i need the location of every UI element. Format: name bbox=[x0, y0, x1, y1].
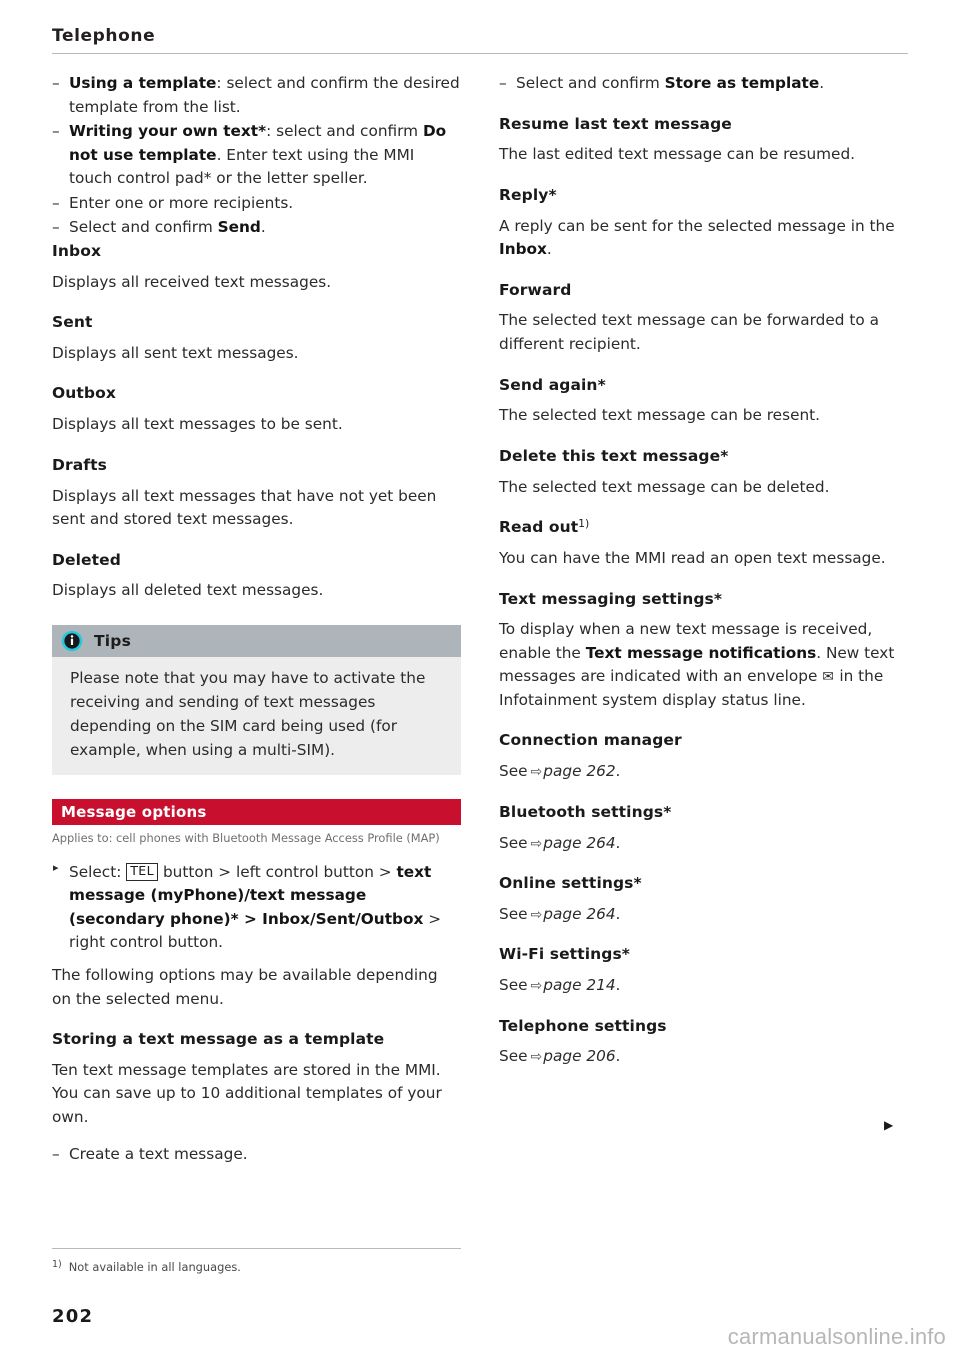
section-heading-inbox: Inbox bbox=[52, 241, 102, 260]
cross-reference-online-settings[interactable] bbox=[499, 903, 908, 927]
reply-text-pre: A reply can be sent for the selected message in the bbox=[499, 216, 895, 235]
step-text-2: . Enter text using the MMI touch control pad* or the letter speller. bbox=[69, 145, 415, 188]
cross-ref-period: . bbox=[615, 976, 621, 995]
tips-callout-header bbox=[52, 625, 461, 657]
see-label: See bbox=[499, 904, 528, 923]
footnote-text: Not available in all languages. bbox=[68, 1260, 241, 1274]
section-heading-read-out bbox=[499, 517, 908, 538]
section-heading-sent: Sent bbox=[52, 313, 93, 332]
step-keyword: Using a template bbox=[69, 74, 217, 92]
right-column bbox=[499, 72, 908, 1168]
section-body-reply bbox=[499, 215, 908, 262]
tips-callout bbox=[52, 625, 461, 775]
section-heading-reply: Reply* bbox=[499, 185, 557, 204]
options-intro: The following options may be available depending on the selected menu. bbox=[52, 965, 438, 1008]
tms-text-post: in the Infotainment system display status line. bbox=[499, 667, 884, 709]
section-body-sent: Displays all sent text messages. bbox=[52, 343, 299, 362]
message-options-title: Message options bbox=[61, 803, 207, 822]
cross-ref-arrow-icon: ⇨ bbox=[530, 1049, 543, 1066]
cross-ref-period: . bbox=[615, 1047, 621, 1066]
section-body-deleted: Displays all deleted text messages. bbox=[52, 581, 324, 600]
section-body-forward: The selected text message can be forwarded to a different recipient. bbox=[499, 311, 879, 354]
tms-text-mid: . New text messages are indicated with an envelope bbox=[499, 643, 895, 686]
footnote-number: 1) bbox=[52, 1259, 62, 1270]
section-heading-outbox: Outbox bbox=[52, 384, 116, 403]
tms-notifications-keyword: Text message notifications bbox=[585, 643, 817, 662]
cross-ref-target[interactable]: page 264 bbox=[543, 833, 616, 852]
cross-reference-bluetooth-settings[interactable] bbox=[499, 832, 908, 856]
dash-marker: – bbox=[499, 74, 507, 92]
message-folders bbox=[52, 241, 461, 603]
list-item bbox=[52, 192, 461, 216]
triangle-bullet-icon: ▸ bbox=[53, 860, 59, 874]
tms-text-pre: To display when a new text message is received, enable the bbox=[499, 620, 873, 662]
step-text: Select and confirm bbox=[516, 74, 665, 92]
path-bold: text message (myPhone)/text message (secondary phone)* > Inbox/Sent/Outbox bbox=[69, 862, 432, 928]
reply-text-post: . bbox=[546, 240, 552, 259]
footnote bbox=[52, 1258, 461, 1276]
page-header bbox=[52, 26, 908, 54]
section-heading-forward: Forward bbox=[499, 280, 572, 299]
cross-ref-arrow-icon: ⇨ bbox=[530, 978, 543, 995]
footnote-ref: 1) bbox=[578, 518, 590, 531]
step-keyword: Store as template bbox=[664, 74, 820, 92]
step-keyword-2: Do not use template bbox=[69, 122, 447, 164]
content-columns bbox=[52, 72, 908, 1168]
page-number: 202 bbox=[52, 1306, 94, 1327]
step-text: Enter one or more recipients. bbox=[69, 193, 294, 212]
header-divider bbox=[52, 53, 908, 54]
envelope-icon: ✉ bbox=[822, 669, 835, 686]
cross-ref-arrow-icon: ⇨ bbox=[530, 835, 543, 852]
step-text-2: . bbox=[260, 218, 266, 237]
left-column bbox=[52, 72, 461, 1168]
list-item bbox=[52, 120, 461, 191]
section-heading-bluetooth-settings: Bluetooth settings* bbox=[499, 802, 672, 821]
see-label: See bbox=[499, 976, 528, 995]
dash-marker: – bbox=[52, 193, 60, 212]
info-icon bbox=[61, 630, 83, 652]
dash-marker: – bbox=[52, 74, 60, 92]
see-label: See bbox=[499, 762, 528, 781]
cross-reference-telephone-settings[interactable] bbox=[499, 1045, 908, 1069]
tel-button-keycap[interactable]: TEL bbox=[126, 863, 158, 880]
section-body-inbox: Displays all received text messages. bbox=[52, 272, 332, 291]
section-heading-wifi-settings: Wi-Fi settings* bbox=[499, 945, 630, 964]
step-text: : select and confirm the desired template from the list. bbox=[69, 74, 460, 116]
see-label: See bbox=[499, 833, 528, 852]
list-item bbox=[52, 72, 461, 119]
cross-reference-connection-manager[interactable] bbox=[499, 760, 908, 784]
section-body-resume-last: The last edited text message can be resumed. bbox=[499, 145, 856, 164]
step-text-2: . bbox=[819, 74, 825, 92]
step-keyword: Writing your own text* bbox=[69, 122, 267, 141]
dash-marker: – bbox=[52, 218, 60, 237]
cross-ref-target[interactable]: page 262 bbox=[543, 762, 616, 781]
reply-inbox-keyword: Inbox bbox=[499, 240, 547, 259]
read-out-label: Read out bbox=[499, 518, 579, 537]
dash-marker: – bbox=[52, 1145, 60, 1164]
section-body-outbox: Displays all text messages to be sent. bbox=[52, 415, 343, 434]
footnote-divider bbox=[52, 1248, 461, 1249]
list-item bbox=[52, 216, 461, 240]
list-item-create-message bbox=[52, 1143, 461, 1167]
step-keyword: Send bbox=[217, 218, 261, 237]
section-body-read-out: You can have the MMI read an open text message. bbox=[499, 548, 886, 567]
section-body-delete-message: The selected text message can be deleted. bbox=[499, 477, 830, 496]
step-text: Select and confirm bbox=[69, 218, 218, 237]
dash-marker: – bbox=[52, 122, 60, 141]
footnote-area bbox=[52, 1248, 461, 1276]
cross-ref-target[interactable]: page 214 bbox=[543, 976, 616, 995]
cross-ref-period: . bbox=[615, 762, 621, 781]
section-heading-online-settings: Online settings* bbox=[499, 874, 642, 893]
cross-ref-arrow-icon: ⇨ bbox=[530, 906, 543, 923]
watermark: carmanualsonline.info bbox=[727, 1324, 946, 1349]
message-options-bar bbox=[52, 799, 461, 825]
tips-callout-body: Please note that you may have to activate the receiving and sending of text messages depending on the SIM card being used (for example, when using a multi-SIM). bbox=[70, 668, 426, 759]
section-body-text-messaging-settings bbox=[499, 618, 908, 712]
list-item-store-as-template bbox=[499, 72, 908, 96]
section-heading-text-messaging-settings: Text messaging settings* bbox=[499, 589, 723, 608]
cross-ref-arrow-icon: ⇨ bbox=[530, 764, 543, 781]
cross-reference-wifi-settings[interactable] bbox=[499, 974, 908, 998]
section-body-storing-template: Ten text message templates are stored in the MMI. You can save up to 10 additional templates of your own. bbox=[52, 1060, 442, 1126]
page-title: Telephone bbox=[52, 26, 156, 46]
create-message-steps bbox=[52, 72, 461, 240]
cross-ref-period: . bbox=[615, 833, 621, 852]
tips-callout-title: Tips bbox=[94, 631, 132, 650]
section-heading-resume-last: Resume last text message bbox=[499, 114, 732, 133]
section-body-drafts: Displays all text messages that have not yet been sent and stored text messages. bbox=[52, 486, 437, 529]
section-heading-connection-manager: Connection manager bbox=[499, 731, 682, 750]
continued-arrow-icon: ▶ bbox=[884, 1118, 894, 1132]
section-body-send-again: The selected text message can be resent. bbox=[499, 406, 821, 425]
section-heading-deleted: Deleted bbox=[52, 550, 121, 569]
path-mid-1: button > left control button > bbox=[158, 862, 397, 881]
menu-path-step bbox=[52, 861, 461, 955]
path-mid-2: > right control button. bbox=[69, 909, 442, 952]
applies-to-note: Applies to: cell phones with Bluetooth Message Access Profile (MAP) bbox=[52, 831, 440, 846]
section-heading-drafts: Drafts bbox=[52, 455, 107, 474]
step-text: Create a text message. bbox=[69, 1145, 248, 1164]
cross-ref-target[interactable]: page 264 bbox=[543, 904, 616, 923]
section-heading-storing-template: Storing a text message as a template bbox=[52, 1030, 385, 1049]
see-label: See bbox=[499, 1047, 528, 1066]
cross-ref-period: . bbox=[615, 904, 621, 923]
path-prefix: Select: bbox=[69, 862, 127, 881]
cross-ref-target[interactable]: page 206 bbox=[543, 1047, 616, 1066]
section-heading-send-again: Send again* bbox=[499, 375, 606, 394]
section-heading-telephone-settings: Telephone settings bbox=[499, 1016, 667, 1035]
section-heading-delete-message: Delete this text message* bbox=[499, 446, 729, 465]
step-text: : select and confirm bbox=[266, 122, 423, 141]
